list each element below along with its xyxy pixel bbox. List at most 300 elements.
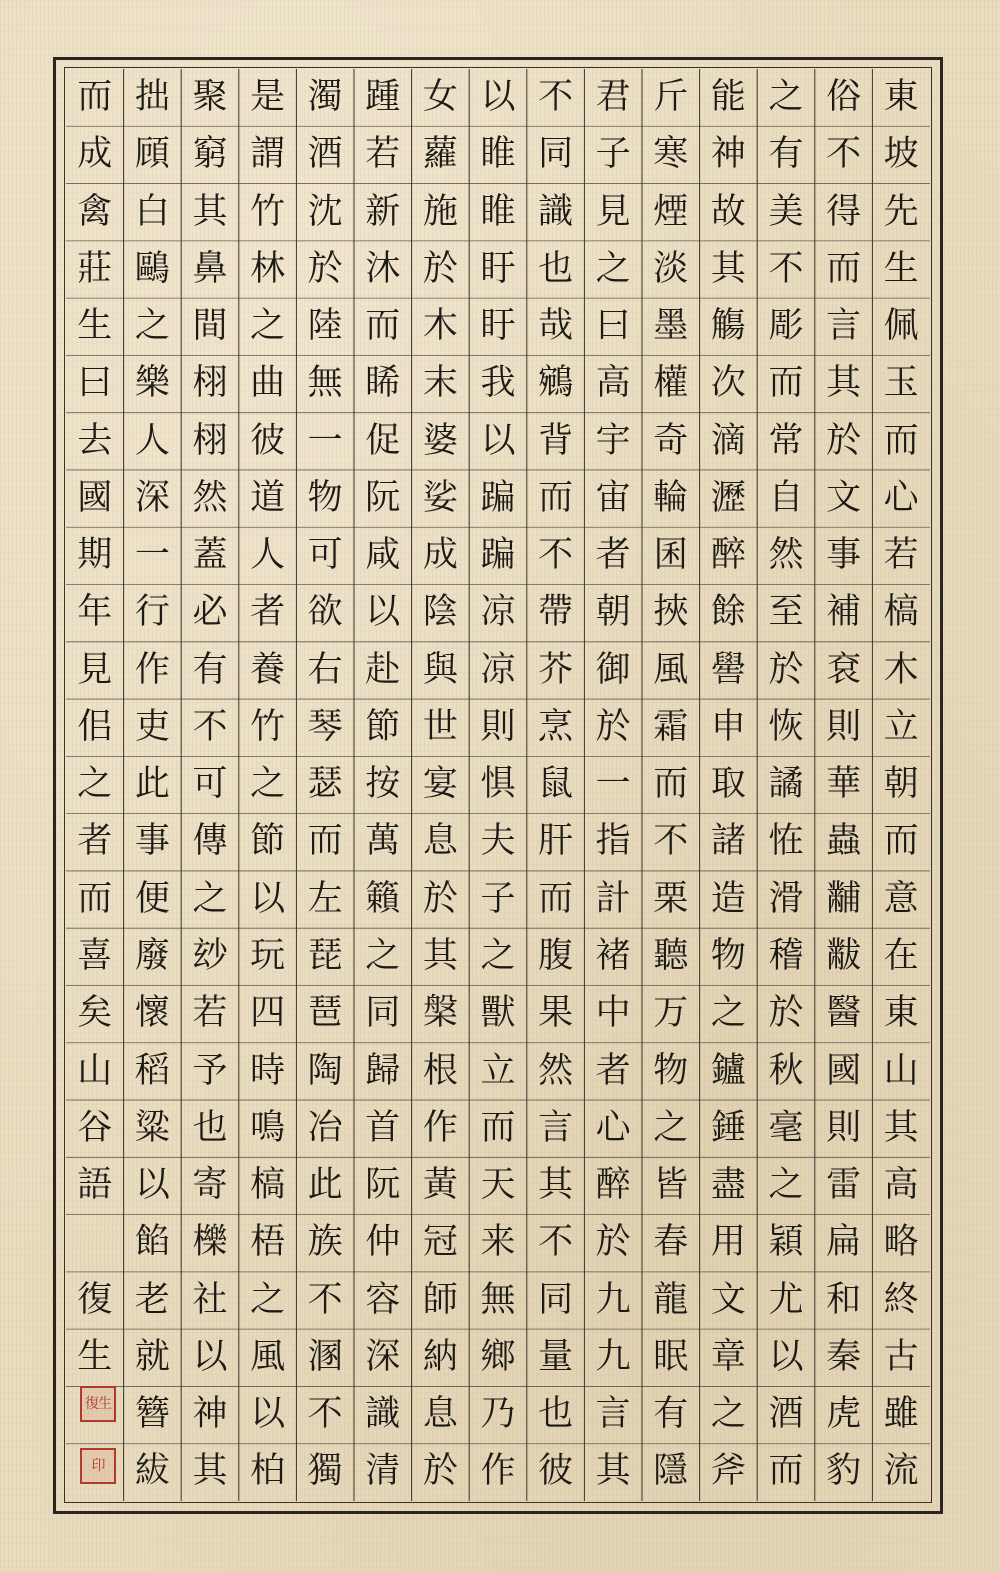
character-cell: 不 bbox=[653, 821, 689, 862]
character-cell: 而 bbox=[538, 477, 574, 518]
character-cell: 以 bbox=[250, 878, 286, 919]
character-cell: 然 bbox=[768, 535, 804, 576]
character-cell: 文 bbox=[826, 477, 862, 518]
character-cell: 錘 bbox=[710, 1107, 746, 1148]
character-cell: 者 bbox=[77, 821, 113, 862]
character-cell: 萬 bbox=[365, 821, 401, 862]
character-cell: 之 bbox=[710, 993, 746, 1034]
character-cell: 醉 bbox=[595, 1165, 631, 1206]
character-cell: 不 bbox=[307, 1394, 343, 1435]
character-cell: 道 bbox=[250, 477, 286, 518]
character-cell: 生 bbox=[77, 306, 113, 347]
character-cell: 言 bbox=[595, 1394, 631, 1435]
text-column bbox=[527, 69, 585, 1501]
character-cell: 万 bbox=[653, 993, 689, 1034]
character-cell: 子 bbox=[480, 878, 516, 919]
character-cell: 之 bbox=[365, 935, 401, 976]
character-cell: 雷 bbox=[826, 1165, 862, 1206]
character-cell: 而 bbox=[77, 77, 113, 117]
character-cell: 之 bbox=[768, 1165, 804, 1206]
character-cell: 禽 bbox=[77, 191, 113, 232]
character-cell: 餘 bbox=[710, 592, 746, 633]
character-cell: 娑 bbox=[422, 477, 458, 518]
character-cell: 見 bbox=[77, 649, 113, 690]
character-cell: 以 bbox=[250, 1394, 286, 1435]
character-cell: 生 bbox=[77, 1336, 113, 1377]
character-cell: 終 bbox=[883, 1279, 919, 1320]
character-cell: 謂 bbox=[250, 134, 286, 175]
character-cell: 於 bbox=[595, 1222, 631, 1263]
text-column bbox=[872, 69, 930, 1501]
character-cell: 有 bbox=[653, 1394, 689, 1435]
character-cell: 其 bbox=[192, 191, 228, 232]
character-cell bbox=[66, 1214, 124, 1271]
character-cell: 濁 bbox=[307, 77, 343, 117]
character-cell: 烹 bbox=[538, 706, 574, 747]
character-cell: 中 bbox=[595, 993, 631, 1034]
character-cell: 獨 bbox=[307, 1451, 343, 1492]
character-cell: 其 bbox=[192, 1451, 228, 1492]
character-cell: 栩 bbox=[192, 420, 228, 461]
character-cell: 能 bbox=[710, 77, 746, 117]
character-cell: 神 bbox=[710, 134, 746, 175]
character-cell: 風 bbox=[250, 1336, 286, 1377]
character-cell: 蘿 bbox=[422, 134, 458, 175]
character-cell: 之 bbox=[710, 1394, 746, 1435]
character-cell: 言 bbox=[538, 1107, 574, 1148]
character-cell: 栗 bbox=[653, 878, 689, 919]
character-cell: 喜 bbox=[77, 935, 113, 976]
character-cell: 識 bbox=[538, 191, 574, 232]
character-cell: 節 bbox=[250, 821, 286, 862]
character-cell: 腹 bbox=[538, 935, 574, 976]
character-cell: 頋 bbox=[134, 134, 170, 175]
character-cell: 春 bbox=[653, 1222, 689, 1263]
character-cell: 章 bbox=[710, 1336, 746, 1377]
character-cell: 若 bbox=[883, 535, 919, 576]
character-cell: 神 bbox=[192, 1394, 228, 1435]
character-cell: 息 bbox=[422, 1394, 458, 1435]
character-cell: 吏 bbox=[134, 706, 170, 747]
character-cell: 背 bbox=[538, 420, 574, 461]
character-cell: 咸 bbox=[365, 535, 401, 576]
character-cell: 可 bbox=[192, 764, 228, 805]
text-column bbox=[181, 69, 239, 1501]
character-cell: 故 bbox=[710, 191, 746, 232]
character-cell: 毫 bbox=[768, 1107, 804, 1148]
character-cell: 流 bbox=[883, 1451, 919, 1492]
character-cell: 造 bbox=[710, 878, 746, 919]
character-cell: 其 bbox=[595, 1451, 631, 1492]
character-cell: 盡 bbox=[710, 1165, 746, 1206]
character-cell: 宙 bbox=[595, 477, 631, 518]
character-cell: 其 bbox=[538, 1165, 574, 1206]
character-cell: 古 bbox=[883, 1336, 919, 1377]
character-cell: 柏 bbox=[250, 1451, 286, 1492]
character-cell: 於 bbox=[768, 649, 804, 690]
character-cell: 俗 bbox=[826, 77, 862, 117]
character-cell: 之 bbox=[595, 248, 631, 289]
character-cell: 事 bbox=[826, 535, 862, 576]
character-cell: 宇 bbox=[595, 420, 631, 461]
character-cell: 心 bbox=[595, 1107, 631, 1148]
character-cell: 譎 bbox=[768, 764, 804, 805]
character-cell: 黻 bbox=[826, 935, 862, 976]
character-cell: 於 bbox=[422, 1451, 458, 1492]
character-cell: 行 bbox=[134, 592, 170, 633]
character-cell: 去 bbox=[77, 420, 113, 461]
character-cell: 就 bbox=[134, 1336, 170, 1377]
character-cell: 東 bbox=[883, 993, 919, 1034]
text-column bbox=[642, 69, 700, 1501]
character-cell: 霜 bbox=[653, 706, 689, 747]
character-cell: 栩 bbox=[192, 363, 228, 404]
character-cell: 是 bbox=[250, 77, 286, 117]
character-cell: 粱 bbox=[134, 1107, 170, 1148]
character-cell: 之 bbox=[768, 77, 804, 117]
character-cell: 紱 bbox=[134, 1451, 170, 1492]
character-cell: 芥 bbox=[538, 649, 574, 690]
character-cell: 然 bbox=[538, 1050, 574, 1091]
character-cell: 人 bbox=[134, 420, 170, 461]
character-cell: 時 bbox=[250, 1050, 286, 1091]
character-cell: 獸 bbox=[480, 993, 516, 1034]
character-cell: 溷 bbox=[307, 1336, 343, 1377]
character-cell: 恢 bbox=[768, 706, 804, 747]
character-cell: 而 bbox=[653, 764, 689, 805]
character-cell: 年 bbox=[77, 592, 113, 633]
character-cell: 陰 bbox=[422, 592, 458, 633]
character-cell: 穎 bbox=[768, 1222, 804, 1263]
character-cell: 聚 bbox=[192, 77, 228, 117]
text-column bbox=[584, 69, 642, 1501]
character-cell: 也 bbox=[538, 248, 574, 289]
character-cell: 玉 bbox=[883, 363, 919, 404]
character-cell: 物 bbox=[710, 935, 746, 976]
character-cell: 其 bbox=[883, 1107, 919, 1148]
character-cell: 竹 bbox=[250, 191, 286, 232]
character-cell: 恠 bbox=[768, 821, 804, 862]
character-cell: 常 bbox=[768, 420, 804, 461]
character-cell: 則 bbox=[826, 1107, 862, 1148]
character-cell: 酒 bbox=[307, 134, 343, 175]
character-cell: 籟 bbox=[365, 878, 401, 919]
character-cell: 世 bbox=[422, 706, 458, 747]
character-cell: 谷 bbox=[77, 1107, 113, 1148]
character-cell: 来 bbox=[480, 1222, 516, 1263]
character-cell: 容 bbox=[365, 1279, 401, 1320]
character-cell: 坡 bbox=[883, 134, 919, 175]
character-cell: 同 bbox=[538, 134, 574, 175]
character-cell: 立 bbox=[883, 706, 919, 747]
character-cell: 彫 bbox=[768, 306, 804, 347]
character-cell: 至 bbox=[768, 592, 804, 633]
character-cell: 成 bbox=[422, 535, 458, 576]
character-cell: 挾 bbox=[653, 592, 689, 633]
character-cell: 一 bbox=[307, 420, 343, 461]
character-cell: 竹 bbox=[250, 706, 286, 747]
character-cell: 納 bbox=[422, 1336, 458, 1377]
character-cell: 寒 bbox=[653, 134, 689, 175]
character-cell: 人 bbox=[250, 535, 286, 576]
character-cell: 墨 bbox=[653, 306, 689, 347]
character-cell: 量 bbox=[538, 1336, 574, 1377]
character-cell: 文 bbox=[710, 1279, 746, 1320]
character-cell: 黃 bbox=[422, 1165, 458, 1206]
character-cell: 物 bbox=[307, 477, 343, 518]
character-cell: 睢 bbox=[480, 134, 516, 175]
character-cell: 酒 bbox=[768, 1394, 804, 1435]
character-cell: 冠 bbox=[422, 1222, 458, 1263]
character-cell: 間 bbox=[192, 306, 228, 347]
character-cell: 不 bbox=[538, 1222, 574, 1263]
character-cell: 無 bbox=[480, 1279, 516, 1320]
character-cell: 作 bbox=[480, 1451, 516, 1492]
character-cell: 女 bbox=[422, 77, 458, 117]
character-cell: 阮 bbox=[365, 1165, 401, 1206]
character-cell: 者 bbox=[595, 1050, 631, 1091]
character-cell: 滴 bbox=[710, 420, 746, 461]
character-cell: 槁 bbox=[883, 592, 919, 633]
character-cell: 國 bbox=[77, 477, 113, 518]
text-column bbox=[412, 69, 470, 1501]
character-cell: 林 bbox=[250, 248, 286, 289]
character-cell: 而 bbox=[826, 248, 862, 289]
character-cell: 按 bbox=[365, 764, 401, 805]
character-cell: 而 bbox=[883, 420, 919, 461]
character-cell: 和 bbox=[826, 1279, 862, 1320]
character-cell: 不 bbox=[192, 706, 228, 747]
character-cell: 睢 bbox=[480, 191, 516, 232]
character-cell: 不 bbox=[538, 77, 574, 117]
character-cell: 赴 bbox=[365, 649, 401, 690]
character-cell: 之 bbox=[480, 935, 516, 976]
character-cell: 高 bbox=[883, 1165, 919, 1206]
character-cell: 師 bbox=[422, 1279, 458, 1320]
character-cell: 左 bbox=[307, 878, 343, 919]
character-cell: 觴 bbox=[710, 306, 746, 347]
character-cell: 歸 bbox=[365, 1050, 401, 1091]
character-cell: 冶 bbox=[307, 1107, 343, 1148]
character-cell: 美 bbox=[768, 191, 804, 232]
character-cell: 者 bbox=[250, 592, 286, 633]
character-cell: 懷 bbox=[134, 993, 170, 1034]
character-cell: 琶 bbox=[307, 993, 343, 1034]
character-cell: 山 bbox=[883, 1050, 919, 1091]
character-cell: 九 bbox=[595, 1336, 631, 1377]
character-cell: 鷗 bbox=[134, 248, 170, 289]
character-cell: 社 bbox=[192, 1279, 228, 1320]
character-cell: 促 bbox=[365, 420, 401, 461]
character-cell: 期 bbox=[77, 535, 113, 576]
character-cell: 隱 bbox=[653, 1451, 689, 1492]
character-cell: 天 bbox=[480, 1165, 516, 1206]
character-cell: 申 bbox=[710, 706, 746, 747]
character-cell: 沈 bbox=[307, 191, 343, 232]
character-cell: 沐 bbox=[365, 248, 401, 289]
character-cell: 末 bbox=[422, 363, 458, 404]
character-cell: 以 bbox=[192, 1336, 228, 1377]
character-cell: 山 bbox=[77, 1050, 113, 1091]
character-cell: 自 bbox=[768, 477, 804, 518]
character-cell: 蟲 bbox=[826, 821, 862, 862]
character-cell: 白 bbox=[134, 191, 170, 232]
character-cell: 新 bbox=[365, 191, 401, 232]
character-cell: 夫 bbox=[480, 821, 516, 862]
character-cell: 稻 bbox=[134, 1050, 170, 1091]
character-cell: 矣 bbox=[77, 993, 113, 1034]
character-cell: 櫟 bbox=[192, 1222, 228, 1263]
character-cell: 朝 bbox=[883, 764, 919, 805]
character-cell: 其 bbox=[422, 935, 458, 976]
character-cell: 傳 bbox=[192, 821, 228, 862]
character-cell: 鼠 bbox=[538, 764, 574, 805]
character-cell: 補 bbox=[826, 592, 862, 633]
character-cell: 以 bbox=[134, 1165, 170, 1206]
text-column bbox=[66, 69, 124, 1501]
character-cell: 有 bbox=[192, 649, 228, 690]
character-cell: 作 bbox=[422, 1107, 458, 1148]
character-cell: 然 bbox=[192, 477, 228, 518]
character-cell: 先 bbox=[883, 191, 919, 232]
character-cell: 節 bbox=[365, 706, 401, 747]
character-cell: 九 bbox=[595, 1279, 631, 1320]
character-cell: 凉 bbox=[480, 649, 516, 690]
character-cell: 阮 bbox=[365, 477, 401, 518]
character-cell: 龍 bbox=[653, 1279, 689, 1320]
seal-upper: 復生 bbox=[80, 1386, 116, 1422]
character-cell: 盱 bbox=[480, 248, 516, 289]
character-cell: 佀 bbox=[77, 706, 113, 747]
character-cell: 語 bbox=[77, 1165, 113, 1206]
character-cell: 首 bbox=[365, 1107, 401, 1148]
text-column bbox=[296, 69, 354, 1501]
character-cell: 四 bbox=[250, 993, 286, 1034]
character-cell: 而 bbox=[538, 878, 574, 919]
character-cell: 淡 bbox=[653, 248, 689, 289]
character-cell: 嚳 bbox=[710, 649, 746, 690]
character-cell: 其 bbox=[826, 363, 862, 404]
character-cell: 斤 bbox=[653, 77, 689, 117]
character-cell: 根 bbox=[422, 1050, 458, 1091]
character-cell: 便 bbox=[134, 878, 170, 919]
character-cell: 風 bbox=[653, 649, 689, 690]
character-cell: 琵 bbox=[307, 935, 343, 976]
character-cell: 餡 bbox=[134, 1222, 170, 1263]
character-cell: 可 bbox=[307, 535, 343, 576]
character-cell: 槁 bbox=[250, 1165, 286, 1206]
character-cell: 欲 bbox=[307, 592, 343, 633]
character-cell: 指 bbox=[595, 821, 631, 862]
character-cell: 深 bbox=[365, 1336, 401, 1377]
seal-lower: 印 bbox=[80, 1448, 116, 1484]
character-cell: 醫 bbox=[826, 993, 862, 1034]
character-cell: 不 bbox=[826, 134, 862, 175]
character-cell: 若 bbox=[365, 134, 401, 175]
character-cell: 不 bbox=[768, 248, 804, 289]
character-cell: 以 bbox=[768, 1336, 804, 1377]
text-column bbox=[239, 69, 297, 1501]
character-cell: 鵷 bbox=[538, 363, 574, 404]
character-cell: 囷 bbox=[653, 535, 689, 576]
character-cell: 御 bbox=[595, 649, 631, 690]
character-cell: 鳴 bbox=[250, 1107, 286, 1148]
character-cell: 無 bbox=[307, 363, 343, 404]
character-cell: 復 bbox=[77, 1279, 113, 1320]
character-cell: 之 bbox=[192, 878, 228, 919]
character-cell: 權 bbox=[653, 363, 689, 404]
character-cell: 瀝 bbox=[710, 477, 746, 518]
character-cell: 取 bbox=[710, 764, 746, 805]
character-cell: 也 bbox=[538, 1394, 574, 1435]
character-cell: 不 bbox=[538, 535, 574, 576]
character-cell: 尤 bbox=[768, 1279, 804, 1320]
character-cell: 廢 bbox=[134, 935, 170, 976]
character-cell: 之 bbox=[250, 1279, 286, 1320]
character-cell: 蓋 bbox=[192, 535, 228, 576]
character-cell: 用 bbox=[710, 1222, 746, 1263]
character-cell: 一 bbox=[134, 535, 170, 576]
character-cell: 以 bbox=[365, 592, 401, 633]
character-cell: 陸 bbox=[307, 306, 343, 347]
character-cell: 玅 bbox=[192, 935, 228, 976]
character-cell: 哉 bbox=[538, 306, 574, 347]
character-cell: 而 bbox=[768, 1451, 804, 1492]
character-cell: 在 bbox=[883, 935, 919, 976]
character-cell: 虎 bbox=[826, 1394, 862, 1435]
character-cell: 於 bbox=[826, 420, 862, 461]
character-cell: 而 bbox=[768, 363, 804, 404]
character-cell: 醉 bbox=[710, 535, 746, 576]
character-cell: 煙 bbox=[653, 191, 689, 232]
character-cell: 深 bbox=[134, 477, 170, 518]
character-cell: 諸 bbox=[710, 821, 746, 862]
character-cell: 槃 bbox=[422, 993, 458, 1034]
character-cell: 養 bbox=[250, 649, 286, 690]
character-cell: 陶 bbox=[307, 1050, 343, 1091]
character-cell: 簪 bbox=[134, 1394, 170, 1435]
character-cell: 雖 bbox=[883, 1394, 919, 1435]
character-cell: 褚 bbox=[595, 935, 631, 976]
character-cell: 施 bbox=[422, 191, 458, 232]
text-column bbox=[124, 69, 182, 1501]
character-cell: 樂 bbox=[134, 363, 170, 404]
character-cell: 秦 bbox=[826, 1336, 862, 1377]
character-cell: 清 bbox=[365, 1451, 401, 1492]
character-cell: 則 bbox=[826, 706, 862, 747]
text-column bbox=[815, 69, 873, 1501]
character-cell: 黼 bbox=[826, 878, 862, 919]
character-cell: 朝 bbox=[595, 592, 631, 633]
character-cell: 之 bbox=[653, 1107, 689, 1148]
character-cell: 以 bbox=[480, 77, 516, 117]
character-cell: 琴 bbox=[307, 706, 343, 747]
character-cell: 豹 bbox=[826, 1451, 862, 1492]
character-cell: 也 bbox=[192, 1107, 228, 1148]
character-cell: 鑪 bbox=[710, 1050, 746, 1091]
character-cell: 扁 bbox=[826, 1222, 862, 1263]
character-cell: 木 bbox=[422, 306, 458, 347]
character-cell: 之 bbox=[77, 764, 113, 805]
character-cell: 若 bbox=[192, 993, 228, 1034]
character-cell: 次 bbox=[710, 363, 746, 404]
text-column bbox=[757, 69, 815, 1501]
character-cell: 而 bbox=[365, 306, 401, 347]
character-cell: 其 bbox=[710, 248, 746, 289]
character-cell: 成 bbox=[77, 134, 113, 175]
character-cell: 婆 bbox=[422, 420, 458, 461]
character-cell: 之 bbox=[250, 306, 286, 347]
